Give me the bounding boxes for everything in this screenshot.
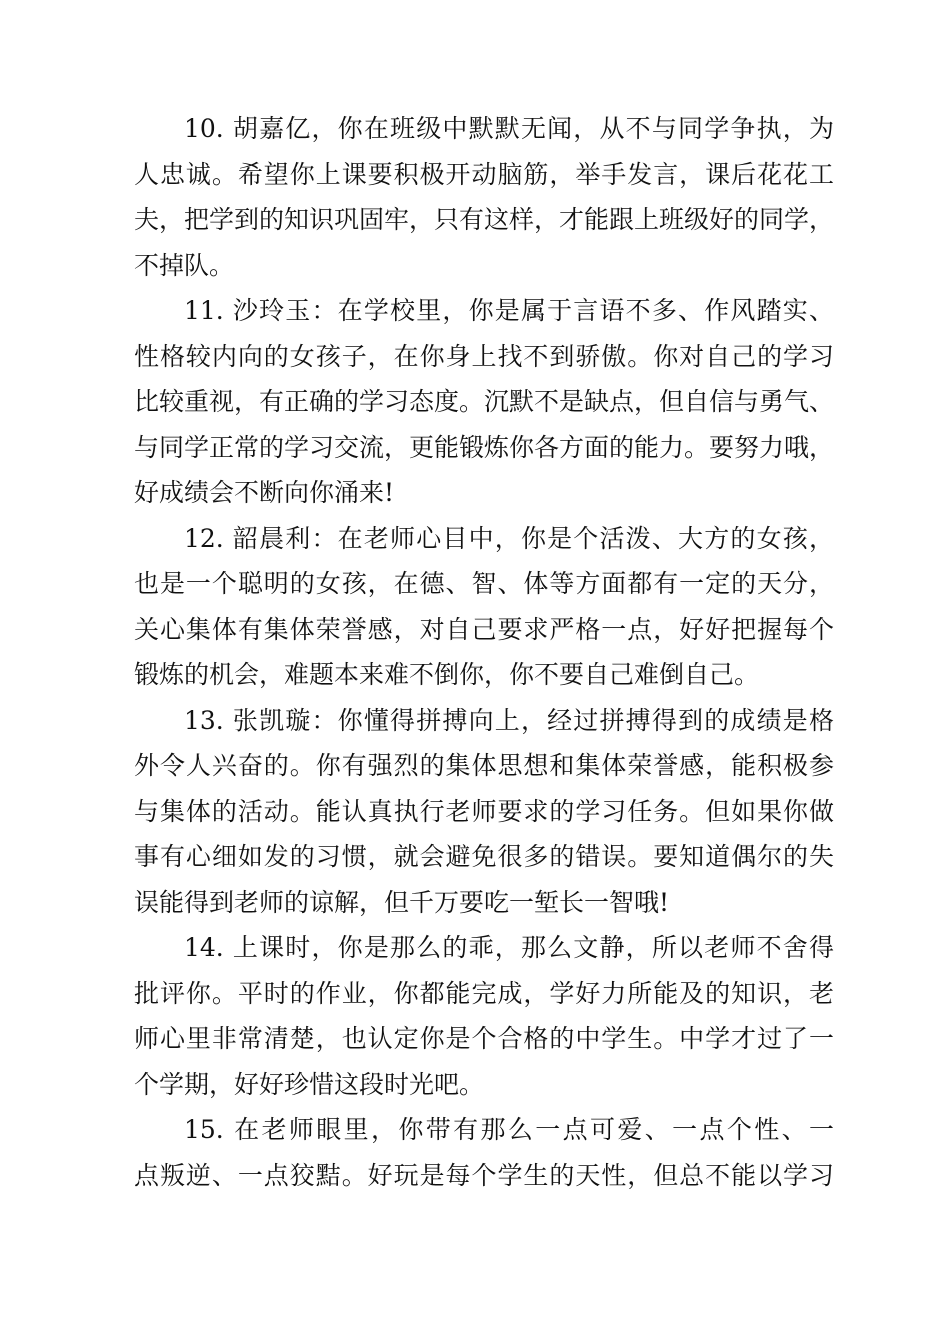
paragraph-12: [134, 516, 834, 698]
paragraph-15: [134, 1107, 834, 1198]
text-line: 事有心细如发的习惯，就会避免很多的错误。要知道偶尔的失: [134, 842, 834, 871]
paragraph-10: [134, 106, 834, 288]
text-line: 个学期，好好珍惜这段时光吧。: [134, 1069, 485, 1099]
text-line: 批评你。平时的作业，你都能完成，学好力所能及的知识，老: [134, 978, 834, 1008]
text-line: 外令人兴奋的。你有强烈的集体思想和集体荣誉感，能积极参: [134, 751, 834, 780]
paragraph-14: [134, 925, 834, 1107]
text-line: 10. 胡嘉亿，你在班级中默默无闻，从不与同学争执，为: [184, 114, 834, 143]
text-line: 与集体的活动。能认真执行老师要求的学习任务。但如果你做: [134, 796, 834, 826]
paragraph-11: [134, 288, 834, 516]
text-line: 锻炼的机会，难题本来难不倒你，你不要自己难倒自己。: [134, 660, 760, 689]
document-body: [134, 106, 834, 1198]
text-line: 点叛逆、一点狡黠。好玩是每个学生的天性，但总不能以学习: [134, 1160, 834, 1190]
text-line: 误能得到老师的谅解，但千万要吃一堑长一智哦!: [134, 887, 670, 917]
text-line: 11. 沙玲玉：在学校里，你是属于言语不多、作风踏实、: [184, 296, 834, 325]
text-line: 不掉队。: [134, 250, 235, 280]
text-line: 15. 在老师眼里，你带有那么一点可爱、一点个性、一: [184, 1115, 834, 1144]
text-line: 12. 韶晨利：在老师心目中，你是个活泼、大方的女孩，: [184, 523, 834, 553]
text-line: 关心集体有集体荣誉感，对自己要求严格一点，好好把握每个: [134, 614, 834, 644]
text-line: 师心里非常清楚，也认定你是个合格的中学生。中学才过了一: [134, 1024, 834, 1053]
text-line: 比较重视，有正确的学习态度。沉默不是缺点，但自信与勇气、: [134, 387, 835, 416]
text-line: 夫，把学到的知识巩固牢，只有这样，才能跟上班级好的同学，: [134, 205, 835, 234]
text-line: 性格较内向的女孩子，在你身上找不到骄傲。你对自己的学习: [134, 341, 834, 371]
text-line: 14. 上课时，你是那么的乖，那么文静，所以老师不舍得: [184, 933, 834, 962]
text-line: 与同学正常的学习交流，更能锻炼你各方面的能力。要努力哦，: [134, 432, 835, 462]
paragraph-13: [134, 698, 834, 926]
text-line: 人忠诚。希望你上课要积极开动脑筋，举手发言，课后花花工: [134, 159, 834, 189]
text-line: 好成绩会不断向你涌来!: [134, 478, 395, 507]
text-line: 13. 张凯璇：你懂得拼搏向上，经过拼搏得到的成绩是格: [184, 705, 834, 735]
text-line: 也是一个聪明的女孩，在德、智、体等方面都有一定的天分，: [134, 569, 834, 598]
